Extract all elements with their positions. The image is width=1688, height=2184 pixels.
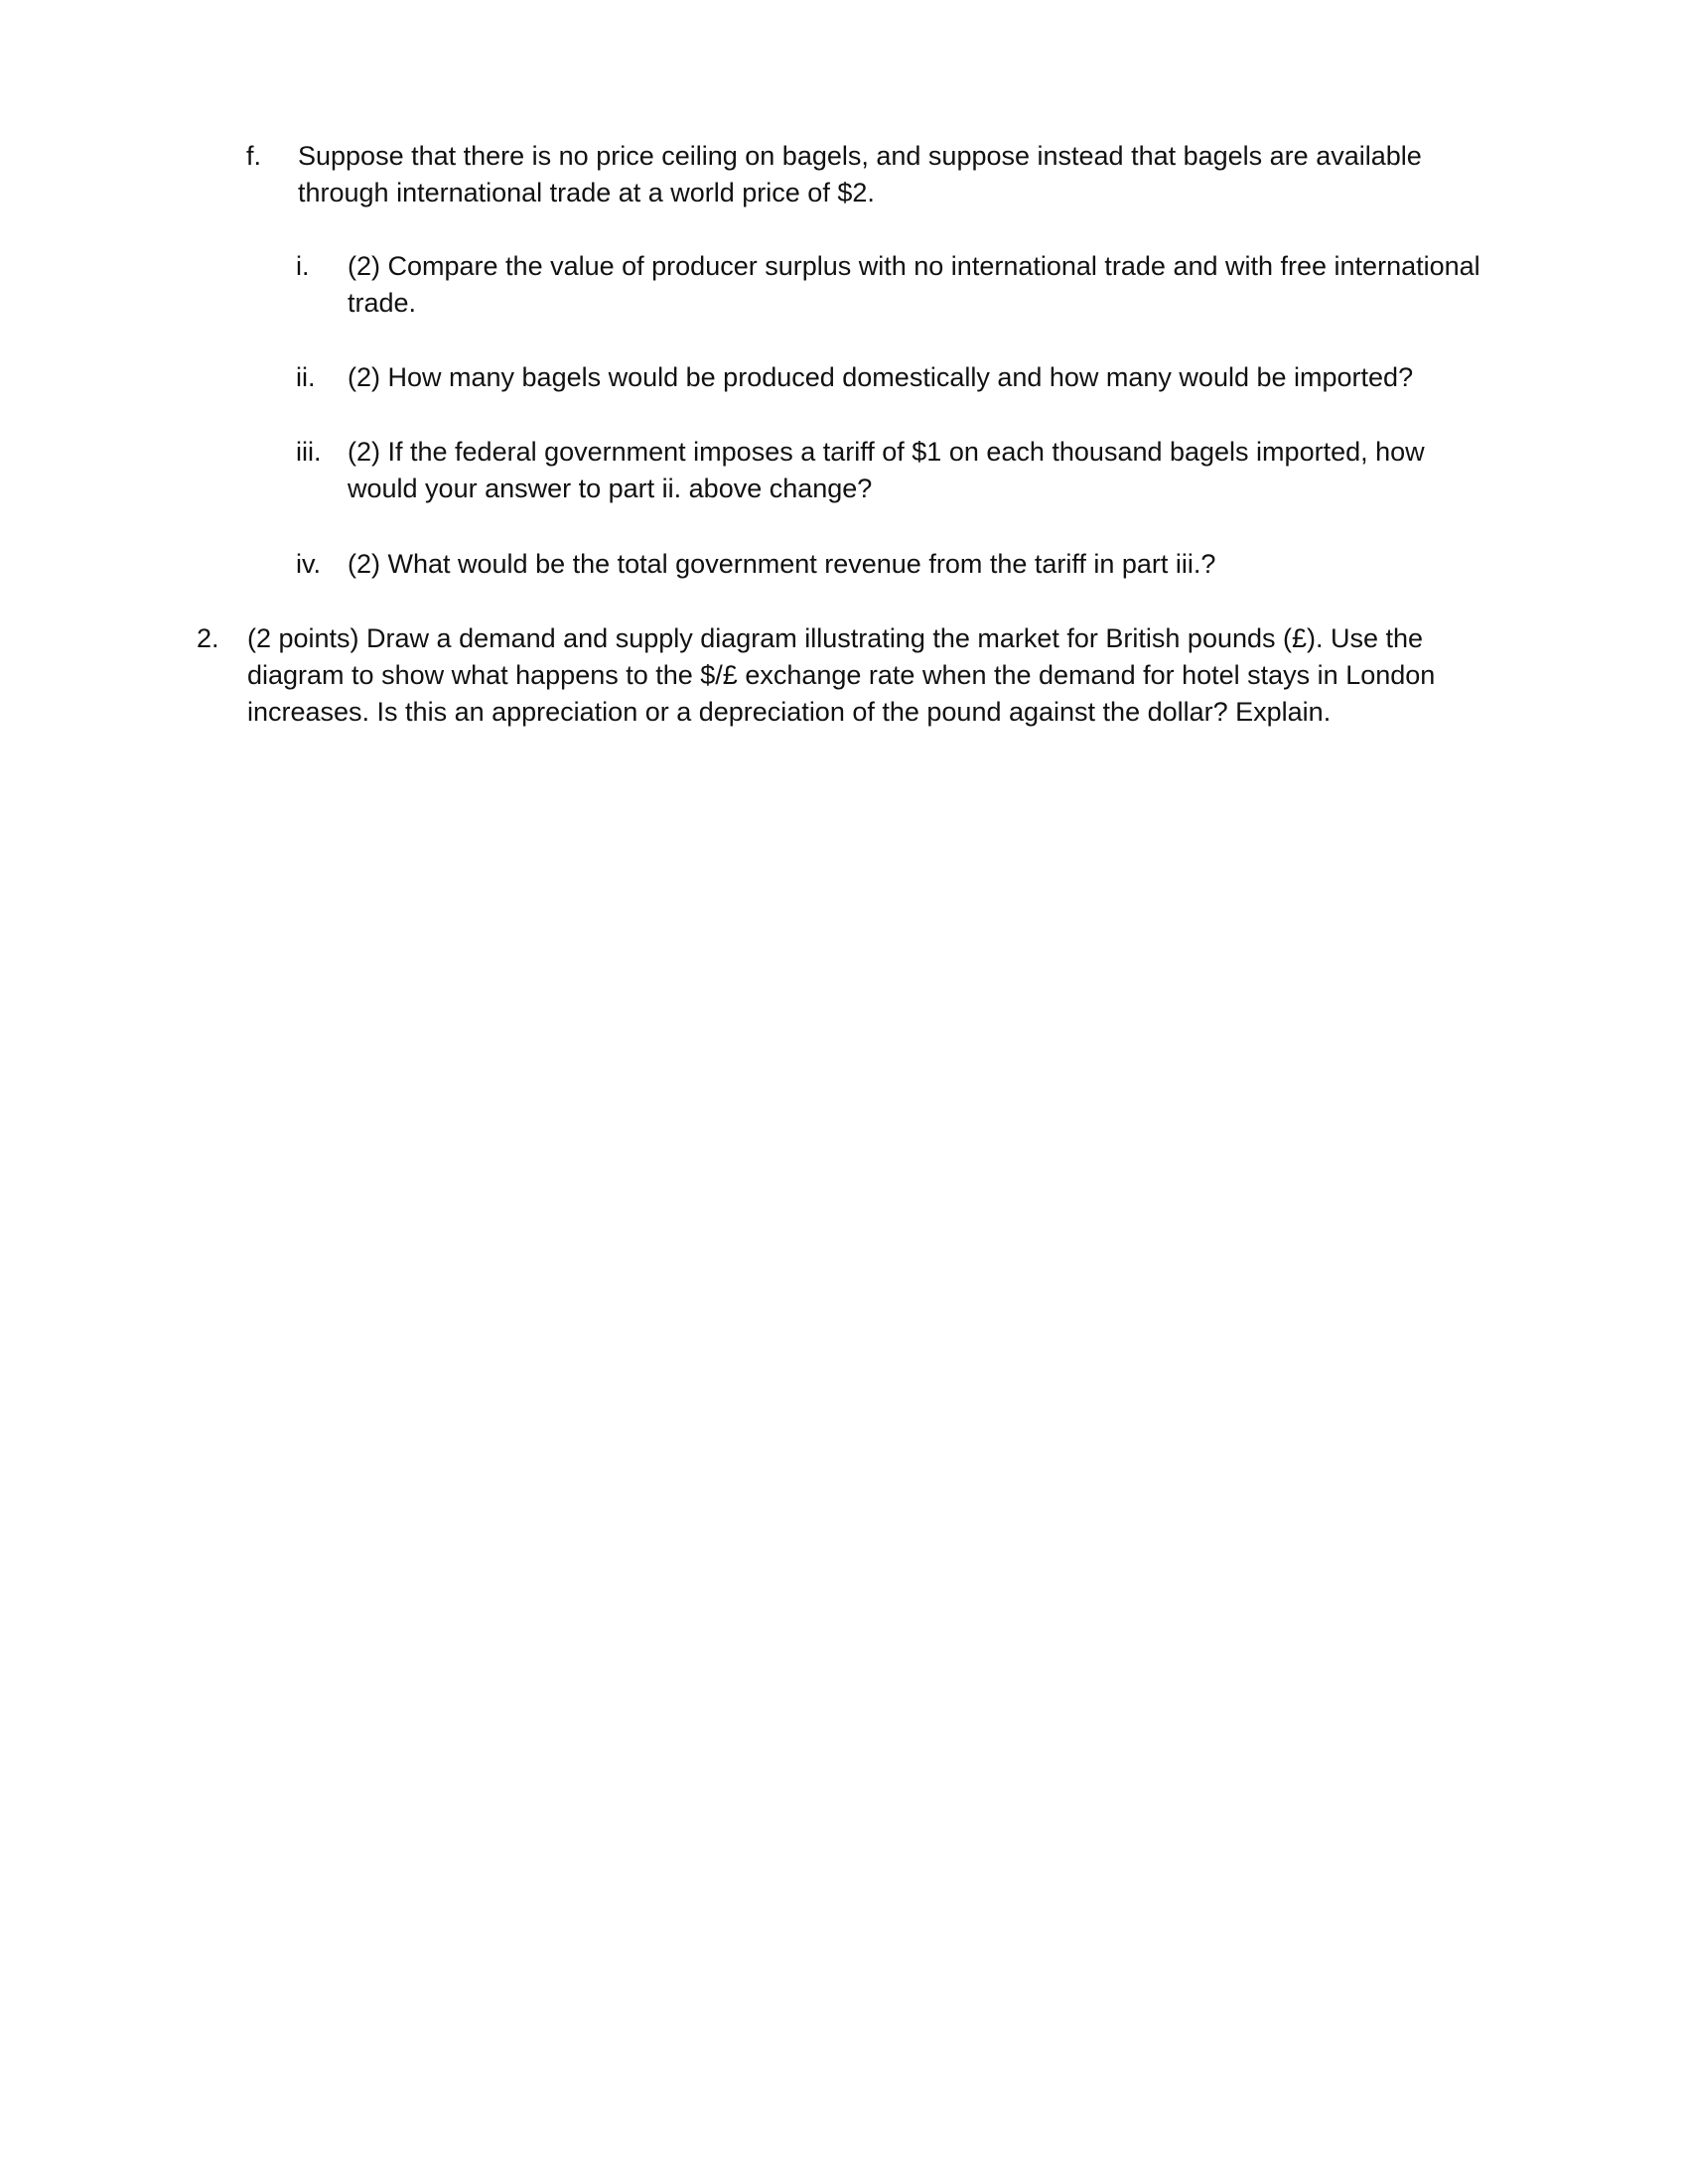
subquestion-i xyxy=(296,248,1487,322)
subquestion-iv-text: (2) What would be the total government revenue from the tariff in part iii.? xyxy=(348,549,1216,579)
subquestion-iii-marker: iii. xyxy=(296,437,322,467)
question-2 xyxy=(197,620,1497,731)
subquestion-iv xyxy=(296,546,1487,583)
subquestion-iii xyxy=(296,434,1487,507)
question-part-f xyxy=(246,138,1487,211)
subquestion-iii-text: (2) If the federal government imposes a tariff of $1 on each thousand bagels imported, how would your answer to part ii. above change? xyxy=(348,437,1425,503)
question-2-marker: 2. xyxy=(197,623,219,653)
subquestion-iv-marker: iv. xyxy=(296,549,321,579)
subquestion-ii-marker: ii. xyxy=(296,362,316,392)
subquestion-i-text: (2) Compare the value of producer surplus with no international trade and with free international trade. xyxy=(348,251,1480,318)
question-2-text: (2 points) Draw a demand and supply diagram illustrating the market for British pounds (£). Use the diagram to show what happens to the $/£ exchange rate when the demand for hotel stays in London increases. Is this an appreciation or a depreciation of the pound against the dollar? Explain. xyxy=(247,623,1436,727)
part-f-text: Suppose that there is no price ceiling on bagels, and suppose instead that bagels are available through international trade at a world price of $2. xyxy=(298,141,1422,207)
part-f-marker: f. xyxy=(246,141,262,171)
subquestion-ii-text: (2) How many bagels would be produced domestically and how many would be imported? xyxy=(348,362,1414,392)
subquestion-i-marker: i. xyxy=(296,251,310,281)
subquestion-ii xyxy=(296,359,1487,396)
